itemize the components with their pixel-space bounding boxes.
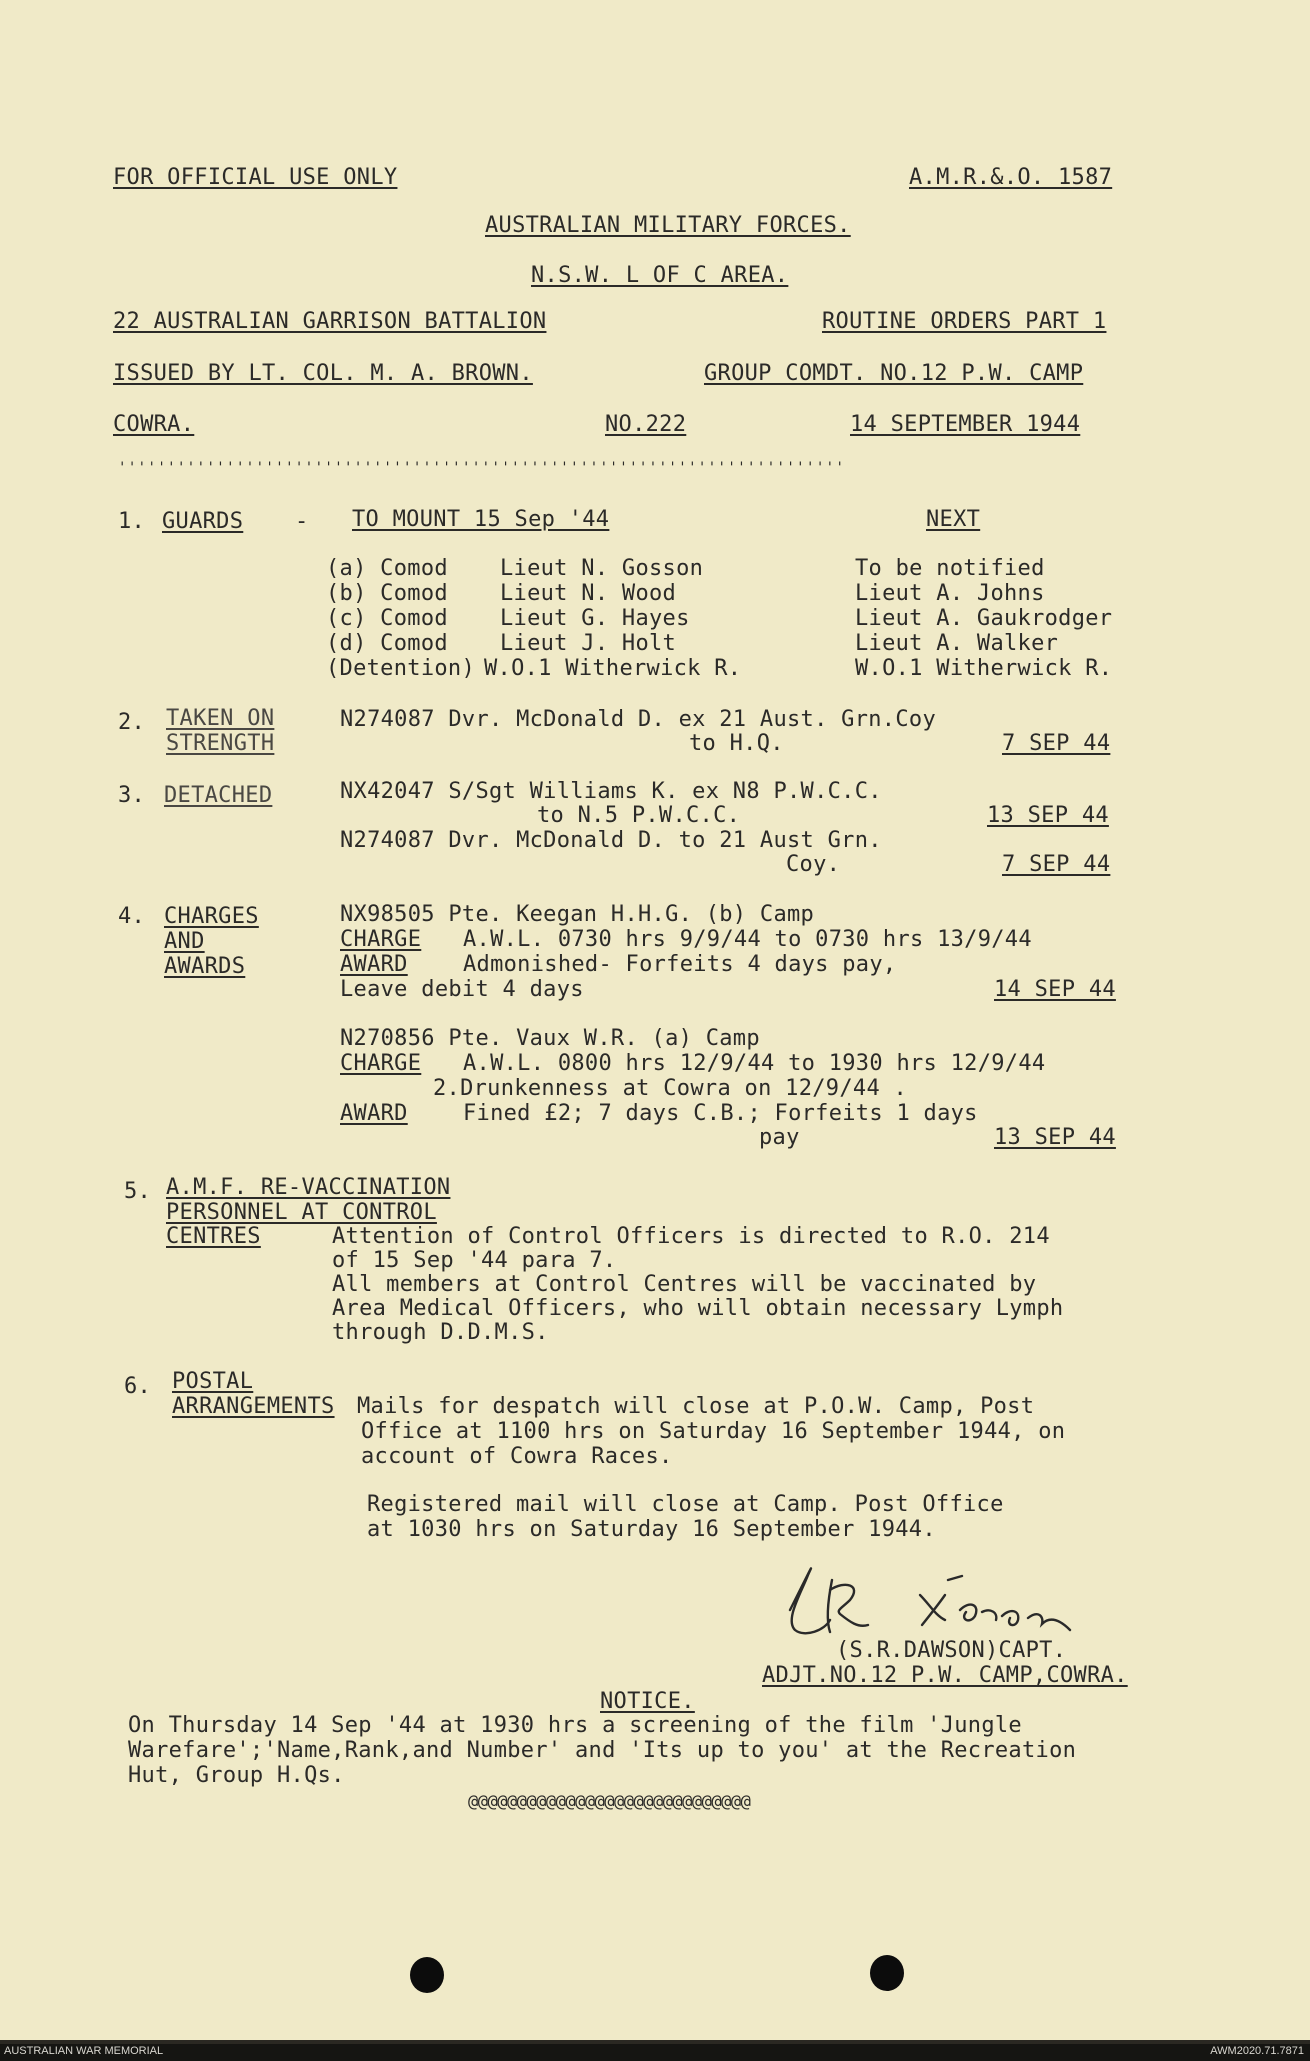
award-text: Leave debit 4 days — [340, 977, 584, 1002]
section-title-and: AND — [164, 929, 205, 954]
guard-officer: Lieut J. Holt — [500, 631, 677, 656]
item-number: 2. — [118, 710, 146, 735]
handwritten-signature — [770, 1550, 1130, 1650]
order-number: NO.222 — [605, 412, 687, 437]
charge-text: 2.Drunkenness at Cowra on 12/9/44 . — [433, 1076, 908, 1101]
award-label: AWARD — [340, 952, 408, 977]
body-line: All members at Control Centres will be vaccinated by — [332, 1272, 1037, 1297]
guard-next: Lieut A. Johns — [855, 581, 1045, 606]
award-text: Fined £2; 7 days C.B.; Forfeits 1 days — [463, 1101, 978, 1126]
area-heading: N.S.W. L OF C AREA. — [531, 263, 789, 288]
entry-date: 13 SEP 44 — [987, 803, 1109, 828]
section-title-vaccination: A.M.F. RE-VACCINATION — [166, 1175, 451, 1200]
notice-line: Hut, Group H.Qs. — [128, 1763, 345, 1788]
item-number: 4. — [118, 904, 146, 929]
issued-by: ISSUED BY LT. COL. M. A. BROWN. — [113, 361, 533, 386]
body-line: Registered mail will close at Camp. Post Office — [367, 1492, 1004, 1517]
guard-post: (b) Comod — [326, 581, 448, 606]
restriction-label: FOR OFFICIAL USE ONLY — [113, 165, 398, 190]
signatory-title: ADJT.NO.12 P.W. CAMP,COWRA. — [762, 1663, 1128, 1688]
dash: - — [295, 509, 309, 534]
next-heading: NEXT — [926, 507, 981, 532]
entry-date: 7 SEP 44 — [1002, 731, 1111, 756]
body-line: Office at 1100 hrs on Saturday 16 September 1944, on — [361, 1419, 1066, 1444]
footer-left: AUSTRALIAN WAR MEMORIAL — [4, 2045, 164, 2057]
signatory-name: (S.R.DAWSON)CAPT. — [836, 1638, 1067, 1663]
entry-line: to H.Q. — [689, 731, 784, 756]
notice-heading: NOTICE. — [600, 1689, 695, 1714]
entry-line: N274087 Dvr. McDonald D. ex 21 Aust. Grn.Coy — [340, 707, 936, 732]
section-title-charges: CHARGES — [164, 904, 259, 929]
entry-line: Coy. — [786, 852, 841, 877]
orders-title: ROUTINE ORDERS PART 1 — [822, 309, 1107, 334]
notice-line: Warefare';'Name,Rank,and Number' and 'Its up to you' at the Recreation — [128, 1738, 1077, 1763]
body-line: account of Cowra Races. — [361, 1444, 673, 1469]
guard-next: Lieut A. Gaukrodger — [855, 606, 1113, 631]
section-title-centres: CENTRES — [166, 1224, 261, 1249]
reference-number: A.M.R.&.O. 1587 — [909, 165, 1113, 190]
charge-label: CHARGE — [340, 1051, 422, 1076]
charge-soldier: NX98505 Pte. Keegan H.H.G. (b) Camp — [340, 902, 815, 927]
charge-text: A.W.L. 0730 hrs 9/9/44 to 0730 hrs 13/9/44 — [463, 927, 1032, 952]
guard-officer: W.O.1 Witherwick R. — [484, 656, 742, 681]
section-title-postal: POSTAL — [172, 1369, 254, 1394]
guard-officer: Lieut N. Wood — [500, 581, 677, 606]
body-line: at 1030 hrs on Saturday 16 September 1944. — [367, 1517, 936, 1542]
archive-footer — [0, 2044, 1310, 2061]
body-line: Attention of Control Officers is directed to R.O. 214 — [332, 1224, 1050, 1249]
guard-officer: Lieut N. Gosson — [500, 556, 704, 581]
ornament-line: @@@@@@@@@@@@@@@@@@@@@@@@@@@@@ — [468, 1792, 751, 1812]
body-line: of 15 Sep '44 para 7. — [332, 1248, 617, 1273]
item-number: 6. — [124, 1374, 152, 1399]
punch-hole — [870, 1955, 904, 1991]
award-label: AWARD — [340, 1101, 408, 1126]
entry-date: 14 SEP 44 — [994, 977, 1116, 1002]
entry-line: N274087 Dvr. McDonald D. to 21 Aust Grn. — [340, 828, 882, 853]
forces-heading: AUSTRALIAN MILITARY FORCES. — [485, 213, 851, 238]
charge-text: A.W.L. 0800 hrs 12/9/44 to 1930 hrs 12/9/44 — [463, 1051, 1046, 1076]
punch-hole — [410, 1957, 444, 1993]
entry-line: to N.5 P.W.C.C. — [537, 803, 741, 828]
guard-next: W.O.1 Witherwick R. — [855, 656, 1113, 681]
section-title-strength: STRENGTH — [166, 731, 275, 756]
guard-post: (c) Comod — [326, 606, 448, 631]
award-text: Admonished- Forfeits 4 days pay, — [463, 952, 897, 977]
guard-officer: Lieut G. Hayes — [500, 606, 690, 631]
section-title-taken: TAKEN ON — [166, 706, 275, 731]
guard-post: (a) Comod — [326, 556, 448, 581]
guard-post: (d) Comod — [326, 631, 448, 656]
entry-line: NX42047 S/Sgt Williams K. ex N8 P.W.C.C. — [340, 779, 882, 804]
place: COWRA. — [113, 412, 195, 437]
charge-label: CHARGE — [340, 927, 422, 952]
order-date: 14 SEPTEMBER 1944 — [850, 412, 1081, 437]
footer-right: AWM2020.71.7871 — [1210, 2045, 1304, 2057]
body-line: Area Medical Officers, who will obtain necessary Lymph — [332, 1296, 1064, 1321]
section-title-detached: DETACHED — [164, 783, 273, 808]
guard-post: (Detention) — [326, 656, 475, 681]
charge-soldier: N270856 Pte. Vaux W.R. (a) Camp — [340, 1026, 760, 1051]
award-text: pay — [759, 1125, 800, 1150]
group-commandant: GROUP COMDT. NO.12 P.W. CAMP — [704, 361, 1084, 386]
body-line: through D.D.M.S. — [332, 1320, 549, 1345]
section-title-guards: GUARDS — [162, 509, 244, 534]
item-number: 5. — [124, 1179, 152, 1204]
section-title-arrangements: ARRANGEMENTS — [172, 1394, 335, 1419]
body-line: Mails for despatch will close at P.O.W. Camp, Post — [357, 1394, 1035, 1419]
divider-line: '''''''''''''''''''''''''''''''''''''''''''''''''''''''''''''''''''''''''' — [118, 460, 846, 476]
entry-date: 13 SEP 44 — [994, 1125, 1116, 1150]
mount-heading: TO MOUNT 15 Sep '44 — [352, 507, 610, 532]
section-title-personnel: PERSONNEL AT CONTROL — [166, 1200, 437, 1225]
battalion-name: 22 AUSTRALIAN GARRISON BATTALION — [113, 309, 547, 334]
notice-line: On Thursday 14 Sep '44 at 1930 hrs a screening of the film 'Jungle — [128, 1713, 1022, 1738]
item-number: 1. — [118, 509, 146, 534]
guard-next: Lieut A. Walker — [855, 631, 1059, 656]
guard-next: To be notified — [855, 556, 1045, 581]
entry-date: 7 SEP 44 — [1002, 852, 1111, 877]
item-number: 3. — [118, 783, 146, 808]
section-title-awards: AWARDS — [164, 954, 246, 979]
